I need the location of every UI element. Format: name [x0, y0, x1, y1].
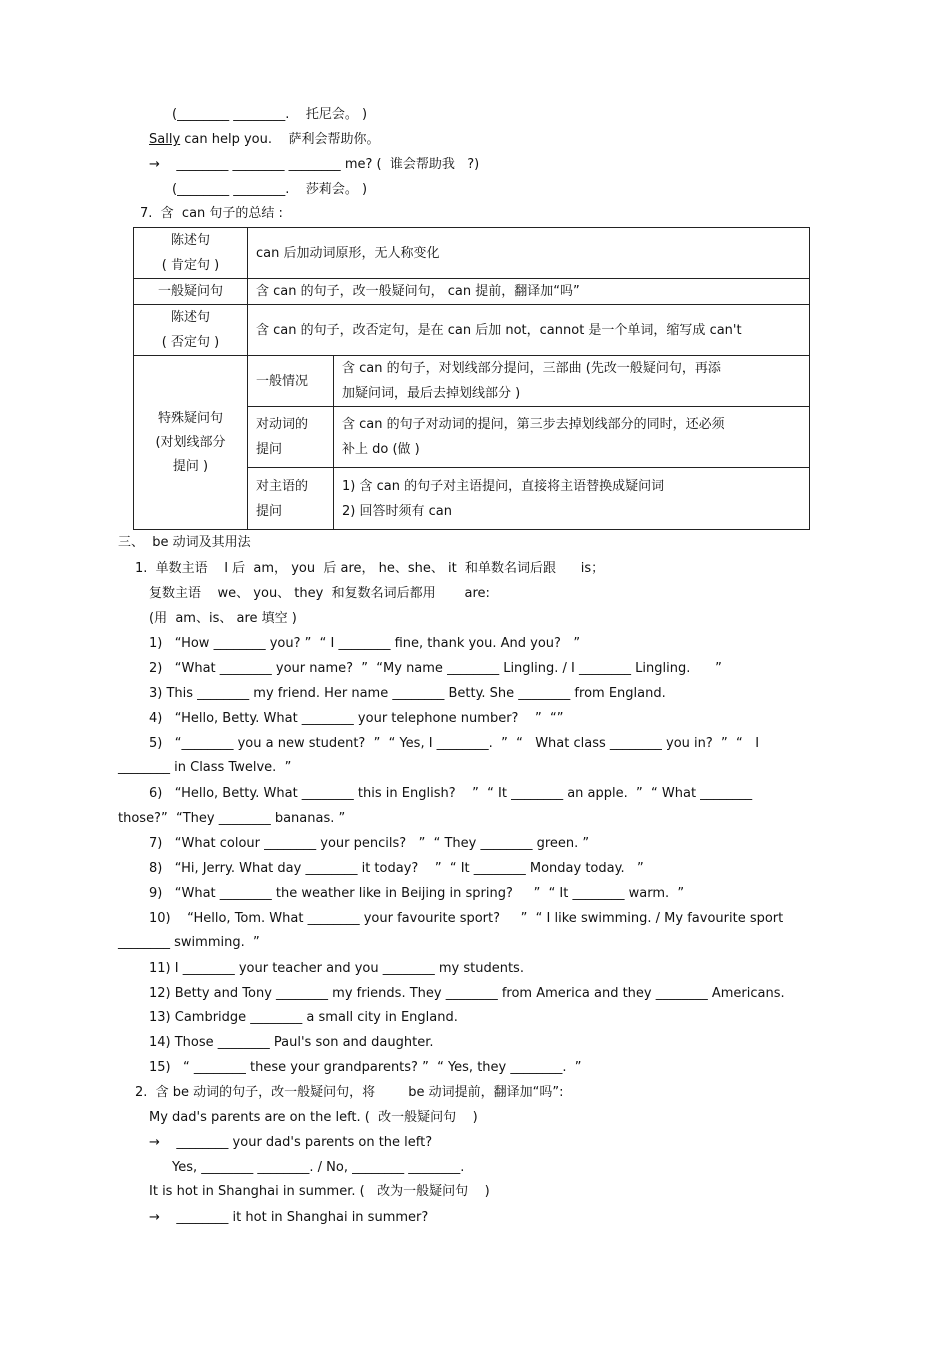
row-head-affirmative: 陈述句 ( 肯定句 ) — [134, 228, 248, 279]
section-heading: 三、 be 动词及其用法 — [118, 535, 251, 550]
example-question: → ________ it hot in Shanghai in summer? — [149, 1210, 429, 1225]
sub-body-general: 含 can 的句子，对划线部分提问，三部曲 (先改一般疑问句，再添 加疑问词，最后去掉划线部分 ) — [334, 356, 810, 407]
rule-plural: 复数主语 we、 you、 they 和复数名词后都用 are: — [149, 586, 490, 601]
row-body-affirmative: can 后加动词原形，无人称变化 — [248, 228, 810, 279]
sentence-rest: can help you. 萨利会帮助你。 — [180, 132, 380, 147]
row-body-question: 含 can 的句子，改一般疑问句， can 提前，翻译加“吗” — [248, 279, 810, 305]
row-body-negative: 含 can 的句子，改否定句，是在 can 后加 not，cannot 是一个单词，缩写成 can't — [248, 305, 810, 356]
rule-be-question: 2. 含 be 动词的句子，改一般疑问句，将 be 动词提前，翻译加“吗”: — [135, 1085, 564, 1100]
table-row — [134, 228, 810, 279]
row-head-special: 特殊疑问句 (对划线部分 提问 ) — [134, 356, 248, 530]
underlined-subject: Sally — [149, 132, 181, 147]
exercise-item: 8) “Hi, Jerry. What day ________ it today? ” “ It ________ Monday today. ” — [149, 861, 644, 876]
exercise-item: 7) “What colour ________ your pencils? ” “ They ________ green. ” — [149, 836, 590, 851]
exercise-item-cont: ________ swimming. ” — [118, 935, 260, 950]
exercise-item: 11) I ________ your teacher and you ________ my students. — [149, 961, 524, 976]
rule-singular: 1. 单数主语 I 后 am， you 后 are， he、she、 it 和单数名词后跟 is； — [135, 561, 605, 576]
answer-line-sally: (________ ________. 莎莉会。 ) — [172, 182, 368, 197]
example-answer: Yes, ________ ________. / No, ________ ________. — [172, 1160, 465, 1175]
sub-head-verb: 对动词的 提问 — [248, 407, 334, 468]
exercise-item: 14) Those ________ Paul's son and daughter. — [149, 1035, 434, 1050]
row-head-negative: 陈述句 ( 否定句 ) — [134, 305, 248, 356]
question-line-who: → ________ ________ ________ me? ( 谁会帮助我 ?) — [149, 157, 480, 172]
table-row — [134, 279, 810, 305]
exercise-item: 12) Betty and Tony ________ my friends. They ________ from America and they ________ Americans. — [149, 986, 785, 1001]
exercise-item: 5) “________ you a new student? ” “ Yes, I ________. ” “ What class ________ you in? ” “ I — [149, 736, 760, 751]
example-question: → ________ your dad's parents on the left? — [149, 1135, 433, 1150]
sub-body-verb: 含 can 的句子对动词的提问，第三步去掉划线部分的同时，还必须 补上 do (做 ) — [334, 407, 810, 468]
exercise-item: 9) “What ________ the weather like in Beijing in spring? ” “ It ________ warm. ” — [149, 886, 685, 901]
example-sentence: It is hot in Shanghai in summer. ( 改为一般疑问句 ) — [149, 1184, 490, 1199]
exercise-item: 3) This ________ my friend. Her name ________ Betty. She ________ from England. — [149, 686, 666, 701]
exercise-item: 1) “How ________ you? ” “ I ________ fine, thank you. And you? ” — [149, 636, 581, 651]
sub-head-general: 一般情况 — [248, 356, 334, 407]
summary-heading: 7. 含 can 句子的总结 : — [140, 206, 283, 221]
answer-line-tony: (________ ________. 托尼会。 ) — [172, 107, 368, 122]
can-summary-table — [133, 227, 810, 530]
table-row — [134, 356, 810, 407]
exercise-item: 4) “Hello, Betty. What ________ your telephone number? ” “” — [149, 711, 564, 726]
sentence-sally — [149, 131, 380, 149]
exercise-item-cont: ________ in Class Twelve. ” — [118, 760, 292, 775]
exercise-item-cont: those?” “They ________ bananas. ” — [118, 811, 346, 826]
exercise-item: 2) “What ________ your name? ” “My name ________ Lingling. / I ________ Lingling. ” — [149, 661, 722, 676]
exercise-item: 13) Cambridge ________ a small city in England. — [149, 1010, 458, 1025]
sub-body-subject: 1) 含 can 的句子对主语提问，直接将主语替换成疑问词 2) 回答时须有 can — [334, 468, 810, 530]
exercise-item: 6) “Hello, Betty. What ________ this in English? ” “ It ________ an apple. ” “ What ________ — [149, 786, 753, 801]
example-sentence: My dad's parents are on the left. ( 改一般疑问句 ) — [149, 1110, 478, 1125]
row-head-question: 一般疑问句 — [134, 279, 248, 305]
table-row — [134, 305, 810, 356]
instruction: (用 am、is、 are 填空 ) — [149, 611, 297, 626]
sub-head-subject: 对主语的 提问 — [248, 468, 334, 530]
exercise-item: 15) “ ________ these your grandparents? ” “ Yes, they ________. ” — [149, 1060, 582, 1075]
exercise-item: 10) “Hello, Tom. What ________ your favourite sport? ” “ I like swimming. / My favourite sport — [149, 911, 784, 926]
